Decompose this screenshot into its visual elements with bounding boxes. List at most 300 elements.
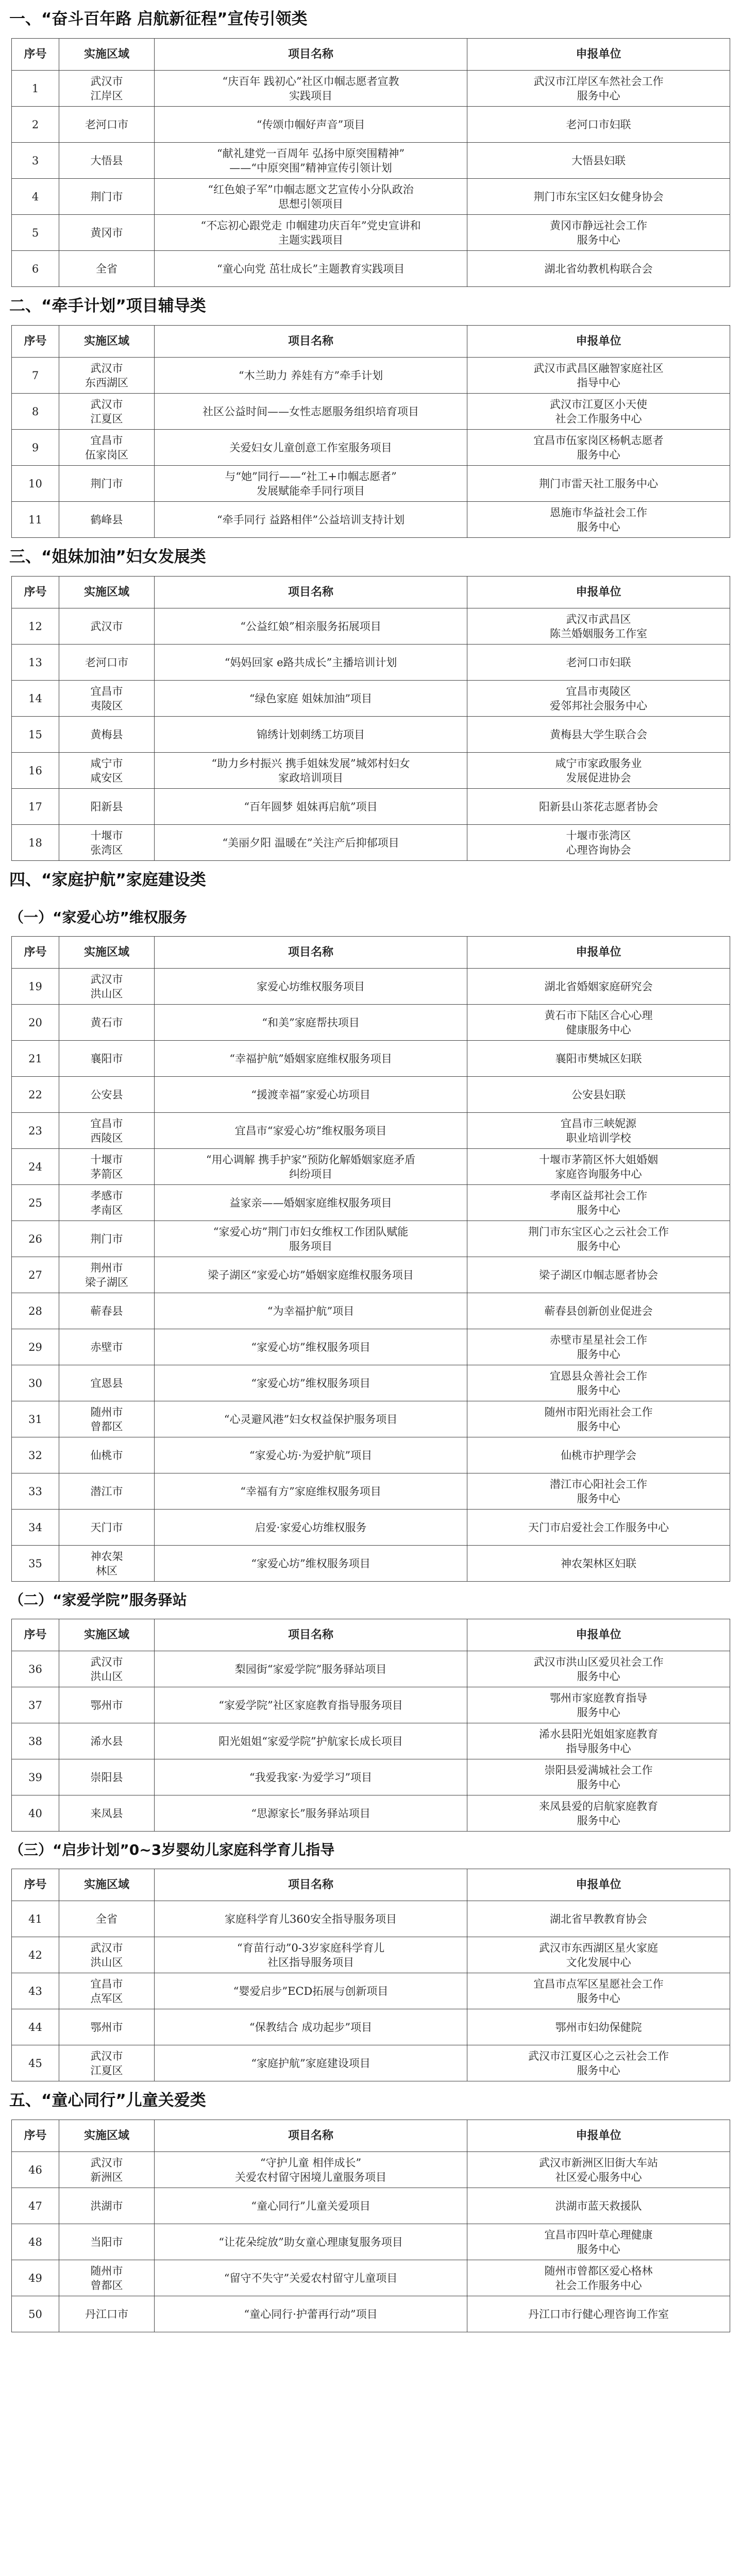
header-no: 序号 xyxy=(12,39,59,71)
cell-unit: 湖北省早教教育协会 xyxy=(467,1901,730,1937)
cell-unit: 蕲春县创新创业促进会 xyxy=(467,1293,730,1329)
table-row xyxy=(12,1546,730,1582)
cell-name: 梨园街“家爱学院”服务驿站项目 xyxy=(155,1651,467,1687)
cell-unit: 湖北省婚姻家庭研究会 xyxy=(467,969,730,1005)
header-name: 项目名称 xyxy=(155,1869,467,1901)
table-row xyxy=(12,1113,730,1149)
table-row xyxy=(12,1759,730,1795)
table-row xyxy=(12,2260,730,2296)
cell-no: 8 xyxy=(12,394,59,430)
cell-area: 武汉市 洪山区 xyxy=(59,1651,155,1687)
cell-name: 锦绣计划刺绣工坊项目 xyxy=(155,717,467,753)
cell-no: 1 xyxy=(12,71,59,107)
table-row xyxy=(12,1973,730,2009)
cell-area: 鹤峰县 xyxy=(59,502,155,538)
table-row xyxy=(12,1901,730,1937)
table-row xyxy=(12,2188,730,2224)
cell-no: 20 xyxy=(12,1005,59,1041)
header-area: 实施区域 xyxy=(59,326,155,358)
cell-name: 与“她”同行——“社工+巾帼志愿者” 发展赋能牵手同行项目 xyxy=(155,466,467,502)
table-row xyxy=(12,1041,730,1077)
cell-area: 十堰市 张湾区 xyxy=(59,825,155,861)
cell-area: 赤壁市 xyxy=(59,1329,155,1365)
cell-no: 46 xyxy=(12,2152,59,2188)
cell-area: 崇阳县 xyxy=(59,1759,155,1795)
cell-name: “家爱心坊”维权服务项目 xyxy=(155,1546,467,1582)
cell-name: 关爱妇女儿童创意工作室服务项目 xyxy=(155,430,467,466)
cell-unit: 老河口市妇联 xyxy=(467,107,730,143)
cell-name: “传颂巾帼好声音”项目 xyxy=(155,107,467,143)
cell-name: “育苗行动”0-3岁家庭科学育儿 社区指导服务项目 xyxy=(155,1937,467,1973)
cell-no: 47 xyxy=(12,2188,59,2224)
header-unit: 申报单位 xyxy=(467,1869,730,1901)
cell-name: “助力乡村振兴 携手姐妹发展”城郊村妇女 家政培训项目 xyxy=(155,753,467,789)
header-area: 实施区域 xyxy=(59,2120,155,2152)
cell-area: 浠水县 xyxy=(59,1723,155,1759)
cell-name: “为幸福护航”项目 xyxy=(155,1293,467,1329)
cell-no: 14 xyxy=(12,681,59,717)
table-row xyxy=(12,251,730,287)
cell-unit: 鄂州市家庭教育指导 服务中心 xyxy=(467,1687,730,1723)
cell-area: 天门市 xyxy=(59,1510,155,1546)
cell-unit: 荆门市雷天社工服务中心 xyxy=(467,466,730,502)
cell-unit: 恩施市华益社会工作 服务中心 xyxy=(467,502,730,538)
cell-area: 咸宁市 咸安区 xyxy=(59,753,155,789)
table-row xyxy=(12,608,730,645)
cell-no: 3 xyxy=(12,143,59,179)
cell-area: 阳新县 xyxy=(59,789,155,825)
table-header-row xyxy=(12,326,730,358)
cell-no: 25 xyxy=(12,1185,59,1221)
table-header-row xyxy=(12,937,730,969)
cell-area: 宜昌市 西陵区 xyxy=(59,1113,155,1149)
header-unit: 申报单位 xyxy=(467,39,730,71)
subsection-title: （三）“启步计划”0~3岁婴幼儿家庭科学育儿指导 xyxy=(9,1841,335,1858)
cell-area: 神农架 林区 xyxy=(59,1546,155,1582)
cell-name: “童心同行”儿童关爱项目 xyxy=(155,2188,467,2224)
table-row xyxy=(12,71,730,107)
cell-name: “家爱学院”社区家庭教育指导服务项目 xyxy=(155,1687,467,1723)
table-row xyxy=(12,1401,730,1437)
header-unit: 申报单位 xyxy=(467,937,730,969)
table-header-row xyxy=(12,577,730,608)
cell-area: 黄石市 xyxy=(59,1005,155,1041)
cell-no: 39 xyxy=(12,1759,59,1795)
cell-unit: 咸宁市家政服务业 发展促进协会 xyxy=(467,753,730,789)
project-table xyxy=(11,1869,730,2081)
cell-unit: 仙桃市护理学会 xyxy=(467,1437,730,1473)
table-row xyxy=(12,179,730,215)
cell-name: “幸福有方”家庭维权服务项目 xyxy=(155,1473,467,1510)
cell-unit: 湖北省幼教机构联合会 xyxy=(467,251,730,287)
cell-area: 大悟县 xyxy=(59,143,155,179)
cell-area: 襄阳市 xyxy=(59,1041,155,1077)
section-title: 二、“牵手计划”项目辅导类 xyxy=(9,297,206,315)
header-no: 序号 xyxy=(12,326,59,358)
cell-name: “庆百年 践初心”社区巾帼志愿者宣教 实践项目 xyxy=(155,71,467,107)
cell-name: “绿色家庭 姐妹加油”项目 xyxy=(155,681,467,717)
cell-no: 16 xyxy=(12,753,59,789)
project-table xyxy=(11,325,730,538)
table-row xyxy=(12,466,730,502)
cell-no: 12 xyxy=(12,608,59,645)
cell-area: 孝感市 孝南区 xyxy=(59,1185,155,1221)
section-title: 三、“姐妹加油”妇女发展类 xyxy=(9,548,206,566)
header-unit: 申报单位 xyxy=(467,1619,730,1651)
cell-unit: 洪湖市蓝天救援队 xyxy=(467,2188,730,2224)
header-no: 序号 xyxy=(12,577,59,608)
table-row xyxy=(12,1937,730,1973)
cell-unit: 浠水县阳光姐姐家庭教育 指导服务中心 xyxy=(467,1723,730,1759)
cell-name: “献礼建党一百周年 弘扬中原突围精神” ——“中原突围”精神宣传引领计划 xyxy=(155,143,467,179)
cell-area: 洪湖市 xyxy=(59,2188,155,2224)
table-row xyxy=(12,1149,730,1185)
cell-name: “保教结合 成功起步”项目 xyxy=(155,2009,467,2045)
table-row xyxy=(12,2152,730,2188)
cell-no: 32 xyxy=(12,1437,59,1473)
table-row xyxy=(12,394,730,430)
cell-no: 5 xyxy=(12,215,59,251)
header-no: 序号 xyxy=(12,937,59,969)
cell-no: 34 xyxy=(12,1510,59,1546)
cell-area: 当阳市 xyxy=(59,2224,155,2260)
cell-name: “心灵避风港”妇女权益保护服务项目 xyxy=(155,1401,467,1437)
header-name: 项目名称 xyxy=(155,577,467,608)
cell-area: 老河口市 xyxy=(59,645,155,681)
cell-area: 武汉市 新洲区 xyxy=(59,2152,155,2188)
table-row xyxy=(12,1329,730,1365)
table-row xyxy=(12,2045,730,2081)
cell-no: 36 xyxy=(12,1651,59,1687)
table-row xyxy=(12,2296,730,2332)
table-header-row xyxy=(12,1619,730,1651)
table-row xyxy=(12,215,730,251)
table-row xyxy=(12,1651,730,1687)
cell-name: “思源家长”服务驿站项目 xyxy=(155,1795,467,1832)
table-row xyxy=(12,430,730,466)
cell-name: “不忘初心跟党走 巾帼建功庆百年”党史宣讲和 主题实践项目 xyxy=(155,215,467,251)
cell-unit: 武汉市武昌区 陈兰婚姻服务工作室 xyxy=(467,608,730,645)
cell-unit: 赤壁市星星社会工作 服务中心 xyxy=(467,1329,730,1365)
cell-unit: 丹江口市行健心理咨询工作室 xyxy=(467,2296,730,2332)
cell-no: 38 xyxy=(12,1723,59,1759)
cell-unit: 黄冈市静远社会工作 服务中心 xyxy=(467,215,730,251)
cell-area: 十堰市 茅箭区 xyxy=(59,1149,155,1185)
cell-no: 30 xyxy=(12,1365,59,1401)
cell-name: 家爱心坊维权服务项目 xyxy=(155,969,467,1005)
header-area: 实施区域 xyxy=(59,577,155,608)
table-row xyxy=(12,789,730,825)
cell-no: 35 xyxy=(12,1546,59,1582)
subsection-title: （一）“家爱心坊”维权服务 xyxy=(9,909,187,926)
cell-name: “让花朵绽放”助女童心理康复服务项目 xyxy=(155,2224,467,2260)
header-no: 序号 xyxy=(12,1619,59,1651)
cell-no: 42 xyxy=(12,1937,59,1973)
table-row xyxy=(12,717,730,753)
table-row xyxy=(12,1077,730,1113)
header-area: 实施区域 xyxy=(59,1869,155,1901)
cell-no: 26 xyxy=(12,1221,59,1257)
cell-no: 19 xyxy=(12,969,59,1005)
cell-name: “留守不失守”关爱农村留守儿童项目 xyxy=(155,2260,467,2296)
cell-unit: 武汉市新洲区旧街大车站 社区爱心服务中心 xyxy=(467,2152,730,2188)
header-no: 序号 xyxy=(12,1869,59,1901)
cell-unit: 大悟县妇联 xyxy=(467,143,730,179)
cell-no: 45 xyxy=(12,2045,59,2081)
cell-no: 23 xyxy=(12,1113,59,1149)
cell-unit: 黄梅县大学生联合会 xyxy=(467,717,730,753)
cell-name: “用心调解 携手护家”预防化解婚姻家庭矛盾 纠纷项目 xyxy=(155,1149,467,1185)
cell-no: 31 xyxy=(12,1401,59,1437)
cell-unit: 武汉市东西湖区星火家庭 文化发展中心 xyxy=(467,1937,730,1973)
header-unit: 申报单位 xyxy=(467,326,730,358)
table-row xyxy=(12,2224,730,2260)
cell-no: 24 xyxy=(12,1149,59,1185)
cell-unit: 襄阳市樊城区妇联 xyxy=(467,1041,730,1077)
cell-no: 37 xyxy=(12,1687,59,1723)
cell-name: “红色娘子军”巾帼志愿文艺宣传小分队政治 思想引领项目 xyxy=(155,179,467,215)
cell-area: 黄冈市 xyxy=(59,215,155,251)
header-area: 实施区域 xyxy=(59,1619,155,1651)
table-row xyxy=(12,1437,730,1473)
table-row xyxy=(12,1510,730,1546)
table-row xyxy=(12,1723,730,1759)
table-row xyxy=(12,753,730,789)
table-header-row xyxy=(12,2120,730,2152)
cell-area: 宜昌市 夷陵区 xyxy=(59,681,155,717)
cell-name: 阳光姐姐“家爱学院”护航家长成长项目 xyxy=(155,1723,467,1759)
cell-unit: 武汉市江夏区心之云社会工作 服务中心 xyxy=(467,2045,730,2081)
cell-area: 武汉市 东西湖区 xyxy=(59,358,155,394)
cell-unit: 潜江市心阳社会工作 服务中心 xyxy=(467,1473,730,1510)
cell-no: 33 xyxy=(12,1473,59,1510)
cell-unit: 老河口市妇联 xyxy=(467,645,730,681)
cell-name: “妈妈回家 e路共成长”主播培训计划 xyxy=(155,645,467,681)
project-table xyxy=(11,576,730,861)
project-table xyxy=(11,2120,730,2332)
cell-unit: 十堰市茅箭区怀大姐婚姻 家庭咨询服务中心 xyxy=(467,1149,730,1185)
cell-area: 公安县 xyxy=(59,1077,155,1113)
cell-name: “百年圆梦 姐妹再启航”项目 xyxy=(155,789,467,825)
header-unit: 申报单位 xyxy=(467,2120,730,2152)
project-table xyxy=(11,936,730,1582)
cell-unit: 孝南区益邦社会工作 服务中心 xyxy=(467,1185,730,1221)
table-row xyxy=(12,1257,730,1293)
cell-no: 43 xyxy=(12,1973,59,2009)
header-name: 项目名称 xyxy=(155,1619,467,1651)
cell-unit: 阳新县山茶花志愿者协会 xyxy=(467,789,730,825)
cell-area: 老河口市 xyxy=(59,107,155,143)
table-row xyxy=(12,825,730,861)
cell-area: 荆门市 xyxy=(59,179,155,215)
cell-unit: 武汉市江岸区车然社会工作 服务中心 xyxy=(467,71,730,107)
cell-no: 40 xyxy=(12,1795,59,1832)
cell-unit: 宜昌市夷陵区 爱邻邦社会服务中心 xyxy=(467,681,730,717)
table-row xyxy=(12,1185,730,1221)
cell-no: 6 xyxy=(12,251,59,287)
header-name: 项目名称 xyxy=(155,2120,467,2152)
cell-area: 鄂州市 xyxy=(59,1687,155,1723)
cell-name: “家爱心坊”维权服务项目 xyxy=(155,1365,467,1401)
cell-unit: 宜昌市点军区星愿社会工作 服务中心 xyxy=(467,1973,730,2009)
header-no: 序号 xyxy=(12,2120,59,2152)
cell-no: 49 xyxy=(12,2260,59,2296)
cell-name: “我爱我家·为爱学习”项目 xyxy=(155,1759,467,1795)
cell-no: 4 xyxy=(12,179,59,215)
cell-area: 武汉市 xyxy=(59,608,155,645)
cell-name: 益家亲——婚姻家庭维权服务项目 xyxy=(155,1185,467,1221)
cell-area: 荆门市 xyxy=(59,1221,155,1257)
header-name: 项目名称 xyxy=(155,937,467,969)
table-row xyxy=(12,1005,730,1041)
cell-no: 9 xyxy=(12,430,59,466)
cell-unit: 公安县妇联 xyxy=(467,1077,730,1113)
cell-area: 荆州市 梁子湖区 xyxy=(59,1257,155,1293)
cell-unit: 宜昌市四叶草心理健康 服务中心 xyxy=(467,2224,730,2260)
section-title: 五、“童心同行”儿童关爱类 xyxy=(9,2091,206,2110)
cell-area: 蕲春县 xyxy=(59,1293,155,1329)
cell-unit: 十堰市张湾区 心理咨询协会 xyxy=(467,825,730,861)
table-row xyxy=(12,1365,730,1401)
cell-area: 宜恩县 xyxy=(59,1365,155,1401)
table-row xyxy=(12,1687,730,1723)
table-header-row xyxy=(12,1869,730,1901)
cell-name: 家庭科学育儿360安全指导服务项目 xyxy=(155,1901,467,1937)
table-row xyxy=(12,1221,730,1257)
subsection-title: （二）“家爱学院”服务驿站 xyxy=(9,1591,187,1608)
table-row xyxy=(12,1473,730,1510)
cell-no: 50 xyxy=(12,2296,59,2332)
cell-unit: 来凤县爱的启航家庭教育 服务中心 xyxy=(467,1795,730,1832)
cell-name: “公益红娘”相亲服务拓展项目 xyxy=(155,608,467,645)
cell-area: 武汉市 洪山区 xyxy=(59,1937,155,1973)
cell-area: 全省 xyxy=(59,1901,155,1937)
cell-area: 黄梅县 xyxy=(59,717,155,753)
cell-name: “援渡幸福”家爱心坊项目 xyxy=(155,1077,467,1113)
cell-area: 全省 xyxy=(59,251,155,287)
cell-name: “家爱心坊”荆门市妇女维权工作团队赋能 服务项目 xyxy=(155,1221,467,1257)
cell-name: “美丽夕阳 温暖在”关注产后抑郁项目 xyxy=(155,825,467,861)
cell-no: 22 xyxy=(12,1077,59,1113)
table-row xyxy=(12,107,730,143)
cell-no: 29 xyxy=(12,1329,59,1365)
cell-name: “木兰助力 养娃有方”牵手计划 xyxy=(155,358,467,394)
cell-no: 27 xyxy=(12,1257,59,1293)
cell-area: 随州市 曾都区 xyxy=(59,2260,155,2296)
cell-area: 潜江市 xyxy=(59,1473,155,1510)
cell-name: “牵手同行 益路相伴”公益培训支持计划 xyxy=(155,502,467,538)
cell-unit: 武汉市江夏区小天使 社会工作服务中心 xyxy=(467,394,730,430)
cell-name: 启爱·家爱心坊维权服务 xyxy=(155,1510,467,1546)
cell-unit: 随州市曾都区爱心格林 社会工作服务中心 xyxy=(467,2260,730,2296)
cell-unit: 武汉市武昌区融智家庭社区 指导中心 xyxy=(467,358,730,394)
cell-name: “童心同行·护蕾再行动”项目 xyxy=(155,2296,467,2332)
cell-unit: 黄石市下陆区合心心理 健康服务中心 xyxy=(467,1005,730,1041)
cell-unit: 武汉市洪山区爱贝社会工作 服务中心 xyxy=(467,1651,730,1687)
cell-no: 13 xyxy=(12,645,59,681)
cell-area: 来凤县 xyxy=(59,1795,155,1832)
cell-area: 武汉市 江夏区 xyxy=(59,394,155,430)
cell-name: “家爱心坊”维权服务项目 xyxy=(155,1329,467,1365)
cell-unit: 随州市阳光雨社会工作 服务中心 xyxy=(467,1401,730,1437)
cell-area: 仙桃市 xyxy=(59,1437,155,1473)
cell-name: 梁子湖区“家爱心坊”婚姻家庭维权服务项目 xyxy=(155,1257,467,1293)
cell-name: “童心向党 茁壮成长”主题教育实践项目 xyxy=(155,251,467,287)
table-row xyxy=(12,1795,730,1832)
cell-unit: 崇阳县爱满城社会工作 服务中心 xyxy=(467,1759,730,1795)
cell-unit: 神农架林区妇联 xyxy=(467,1546,730,1582)
section-title: 一、“奋斗百年路 启航新征程”宣传引领类 xyxy=(9,10,308,28)
cell-area: 宜昌市 伍家岗区 xyxy=(59,430,155,466)
cell-no: 41 xyxy=(12,1901,59,1937)
table-row xyxy=(12,143,730,179)
table-row xyxy=(12,645,730,681)
cell-unit: 天门市启爱社会工作服务中心 xyxy=(467,1510,730,1546)
cell-no: 48 xyxy=(12,2224,59,2260)
header-area: 实施区域 xyxy=(59,937,155,969)
cell-unit: 梁子湖区巾帼志愿者协会 xyxy=(467,1257,730,1293)
cell-area: 宜昌市 点军区 xyxy=(59,1973,155,2009)
cell-name: “守护儿童 相伴成长” 关爱农村留守困境儿童服务项目 xyxy=(155,2152,467,2188)
table-header-row xyxy=(12,39,730,71)
cell-no: 10 xyxy=(12,466,59,502)
cell-name: “婴爱启步”ECD拓展与创新项目 xyxy=(155,1973,467,2009)
cell-area: 鄂州市 xyxy=(59,2009,155,2045)
cell-no: 7 xyxy=(12,358,59,394)
cell-no: 18 xyxy=(12,825,59,861)
table-row xyxy=(12,1293,730,1329)
cell-no: 28 xyxy=(12,1293,59,1329)
table-row xyxy=(12,358,730,394)
header-area: 实施区域 xyxy=(59,39,155,71)
section-title: 四、“家庭护航”家庭建设类 xyxy=(9,871,206,889)
header-unit: 申报单位 xyxy=(467,577,730,608)
cell-name: 宜昌市“家爱心坊”维权服务项目 xyxy=(155,1113,467,1149)
cell-unit: 宜恩县众善社会工作 服务中心 xyxy=(467,1365,730,1401)
cell-area: 丹江口市 xyxy=(59,2296,155,2332)
cell-name: “家庭护航”家庭建设项目 xyxy=(155,2045,467,2081)
project-table xyxy=(11,38,730,287)
cell-no: 17 xyxy=(12,789,59,825)
cell-no: 11 xyxy=(12,502,59,538)
cell-unit: 荆门市东宝区妇女健身协会 xyxy=(467,179,730,215)
cell-area: 武汉市 洪山区 xyxy=(59,969,155,1005)
cell-name: 社区公益时间——女性志愿服务组织培育项目 xyxy=(155,394,467,430)
cell-no: 21 xyxy=(12,1041,59,1077)
header-name: 项目名称 xyxy=(155,326,467,358)
table-row xyxy=(12,681,730,717)
table-row xyxy=(12,2009,730,2045)
table-row xyxy=(12,969,730,1005)
cell-name: “家爱心坊·为爱护航”项目 xyxy=(155,1437,467,1473)
header-name: 项目名称 xyxy=(155,39,467,71)
project-table xyxy=(11,1619,730,1832)
cell-area: 武汉市 江夏区 xyxy=(59,2045,155,2081)
cell-no: 2 xyxy=(12,107,59,143)
cell-no: 44 xyxy=(12,2009,59,2045)
cell-area: 随州市 曾都区 xyxy=(59,1401,155,1437)
cell-name: “幸福护航”婚姻家庭维权服务项目 xyxy=(155,1041,467,1077)
cell-no: 15 xyxy=(12,717,59,753)
cell-area: 武汉市 江岸区 xyxy=(59,71,155,107)
cell-unit: 宜昌市伍家岗区杨帆志愿者 服务中心 xyxy=(467,430,730,466)
cell-name: “和美”家庭帮扶项目 xyxy=(155,1005,467,1041)
table-row xyxy=(12,502,730,538)
cell-area: 荆门市 xyxy=(59,466,155,502)
cell-unit: 宜昌市三峡妮源 职业培训学校 xyxy=(467,1113,730,1149)
cell-unit: 荆门市东宝区心之云社会工作 服务中心 xyxy=(467,1221,730,1257)
cell-unit: 鄂州市妇幼保健院 xyxy=(467,2009,730,2045)
